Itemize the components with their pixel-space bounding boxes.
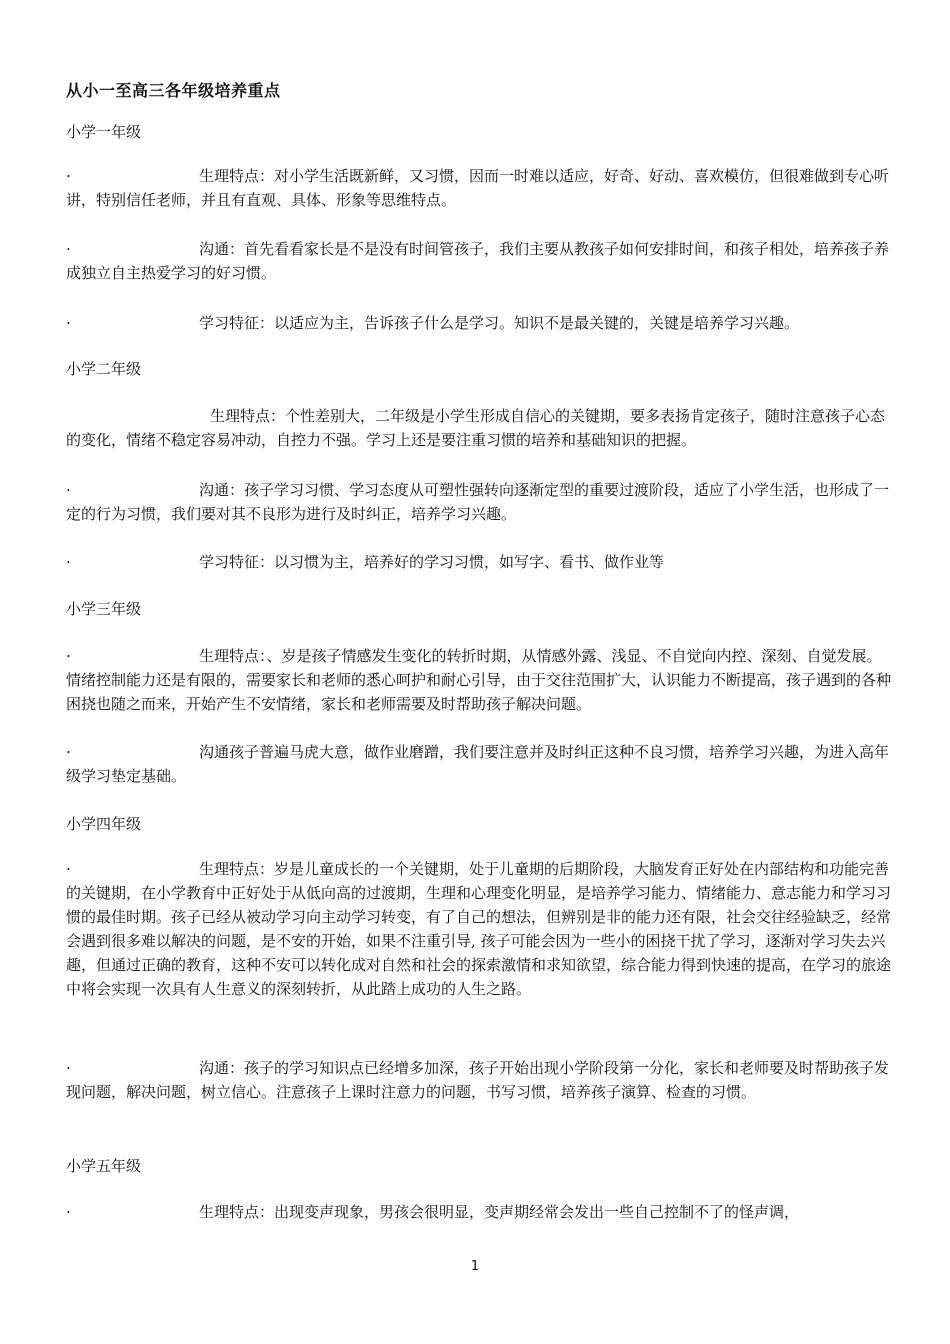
bullet: ·	[66, 1059, 71, 1077]
section-heading-grade4: 小学四年级	[66, 815, 142, 833]
list-item	[66, 550, 894, 574]
item-text: 生理特点：个性差别大，二年级是小学生形成自信心的关键期，要多表扬肯定孩子，随时注意孩子心态的变化，情绪不稳定容易冲动，自控力不强。学习上还是要注重习惯的培养和基础知识的把握。	[66, 407, 886, 449]
list-item	[66, 237, 894, 285]
list-item	[66, 478, 894, 526]
list-item	[66, 644, 894, 716]
item-text: 学习特征：以习惯为主，培养好的学习习惯，如写字、看书、做作业等	[199, 553, 665, 571]
item-text: 沟通：孩子的学习知识点已经增多加深，孩子开始出现小学阶段第一分化，家长和老师要及时帮助孩子发现问题，解决问题，树立信心。注意孩子上课时注意力的问题，书写习惯，培养孩子演算、检查的习惯。	[66, 1059, 890, 1101]
list-item	[66, 1200, 894, 1224]
list-item	[66, 740, 894, 788]
list-item	[66, 404, 894, 452]
bullet: ·	[66, 314, 71, 332]
item-text: 生理特点：、岁是孩子情感发生变化的转折时期，从情感外露、浅显、不自觉向内控、深刻、自觉发展。情绪控制能力还是有限的，需要家长和老师的悉心呵护和耐心引导，由于交往范围扩大，认识能力不断提高，孩子遇到的各种困挠也随之而来，开始产生不安情绪，家长和老师需要及时帮助孩子解决问题。	[66, 647, 892, 713]
bullet: ·	[66, 167, 71, 185]
list-item	[66, 1056, 894, 1104]
bullet: ·	[66, 1203, 71, 1221]
document-title: 从小一至高三各年级培养重点	[66, 81, 281, 100]
item-text: 生理特点：岁是儿童成长的一个关键期，处于儿童期的后期阶段，大脑发育正好处在内部结构和功能完善的关键期，在小学教育中正好处于从低向高的过渡期，生理和心理变化明显，是培养学习能力、情绪能力、意志能力和学习习惯的最佳时期。孩子已经从被动学习向主动学习转变，有了自己的想法，但辨别是非的能力还有限，社会交往经验缺乏，经常会遇到很多难以解决的问题，是不安的开始，如果不注重引导, 孩子可能会因为一些小的困挠干扰了学习，逐渐对学习失去兴趣，但通过正确的教育，这种不安可以转化成对自然和社会的探索激情和求知欲望，综合能力得到快速的提高，在学习的旅途中将会实现一次具有人生意义的深刻转折，从此踏上成功的人生之路。	[66, 860, 892, 998]
item-text: 沟通孩子普遍马虎大意，做作业磨蹭，我们要注意并及时纠正这种不良习惯，培养学习兴趣，为进入高年级学习垫定基础。	[66, 743, 890, 785]
bullet: ·	[66, 240, 71, 258]
item-text: 学习特征：以适应为主，告诉孩子什么是学习。知识不是最关键的，关键是培养学习兴趣。	[199, 314, 800, 332]
bullet: ·	[66, 553, 71, 571]
bullet: ·	[66, 743, 71, 761]
page-number: 1	[470, 1259, 480, 1274]
bullet: ·	[66, 860, 71, 878]
bullet: ·	[66, 647, 71, 665]
item-text: 生理特点：出现变声现象，男孩会很明显，变声期经常会发出一些自己控制不了的怪声调，	[199, 1203, 800, 1221]
section-heading-grade2: 小学二年级	[66, 360, 142, 378]
item-text: 生理特点：对小学生活既新鲜，又习惯，因而一时难以适应，好奇、好动、喜欢模仿，但很难做到专心听讲，特别信任老师，并且有直观、具体、形象等思维特点。	[66, 167, 890, 209]
section-heading-grade5: 小学五年级	[66, 1157, 142, 1175]
list-item	[66, 311, 894, 335]
bullet: ·	[66, 481, 71, 499]
list-item	[66, 164, 894, 212]
item-text: 沟通：首先看看家长是不是没有时间管孩子，我们主要从教孩子如何安排时间，和孩子相处，培养孩子养成独立自主热爱学习的好习惯。	[66, 240, 890, 282]
item-text: 沟通：孩子学习习惯、学习态度从可塑性强转向逐渐定型的重要过渡阶段，适应了小学生活，也形成了一定的行为习惯，我们要对其不良形为进行及时纠正，培养学习兴趣。	[66, 481, 890, 523]
list-item	[66, 857, 894, 1001]
section-heading-grade1: 小学一年级	[66, 123, 142, 141]
section-heading-grade3: 小学三年级	[66, 600, 142, 618]
